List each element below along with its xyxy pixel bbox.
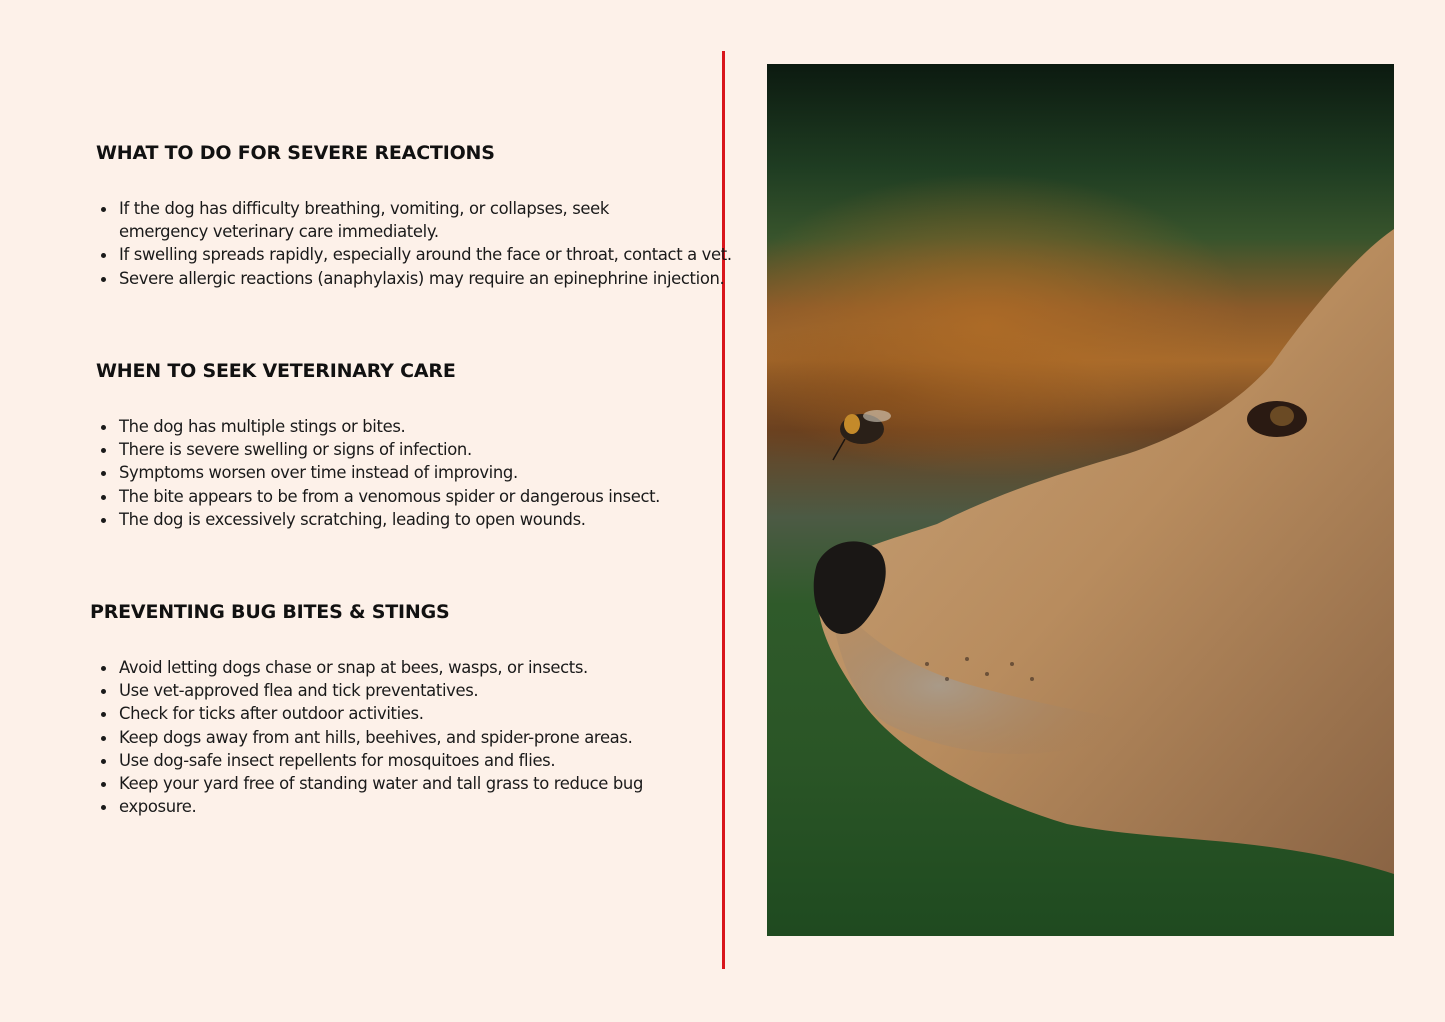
list-item: The bite appears to be from a venomous spider or dangerous insect. xyxy=(96,485,660,508)
bullet-list xyxy=(96,656,643,818)
section-heading: WHAT TO DO FOR SEVERE REACTIONS xyxy=(96,142,495,164)
list-item: exposure. xyxy=(96,795,643,818)
section-heading: WHEN TO SEEK VETERINARY CARE xyxy=(96,360,456,382)
list-item: Severe allergic reactions (anaphylaxis) may require an epinephrine injection. xyxy=(96,267,732,290)
bullet-list xyxy=(96,197,732,290)
list-item: Check for ticks after outdoor activities. xyxy=(96,702,643,725)
dog-snout-illustration xyxy=(767,64,1394,936)
bullet-list xyxy=(96,415,660,531)
list-item: The dog is excessively scratching, leading to open wounds. xyxy=(96,508,660,531)
list-item: The dog has multiple stings or bites. xyxy=(96,415,660,438)
dog-and-bee-photo xyxy=(767,64,1394,936)
section-heading: PREVENTING BUG BITES & STINGS xyxy=(90,601,450,623)
list-item: Avoid letting dogs chase or snap at bees, wasps, or insects. xyxy=(96,656,643,679)
list-item: Use vet-approved flea and tick preventatives. xyxy=(96,679,643,702)
list-item: Keep dogs away from ant hills, beehives, and spider-prone areas. xyxy=(96,726,643,749)
section-severe-reactions xyxy=(96,142,732,290)
list-item: Symptoms worsen over time instead of improving. xyxy=(96,461,660,484)
list-item: If the dog has difficulty breathing, vomiting, or collapses, seek emergency veterinary care immediately. xyxy=(96,197,699,243)
list-item: Use dog-safe insect repellents for mosquitoes and flies. xyxy=(96,749,643,772)
list-item: There is severe swelling or signs of infection. xyxy=(96,438,660,461)
section-seek-vet-care xyxy=(96,360,660,531)
bee-icon xyxy=(833,410,891,460)
list-item: If swelling spreads rapidly, especially around the face or throat, contact a vet. xyxy=(96,243,732,266)
list-item: Keep your yard free of standing water and tall grass to reduce bug xyxy=(96,772,643,795)
section-preventing-bites xyxy=(90,601,643,818)
